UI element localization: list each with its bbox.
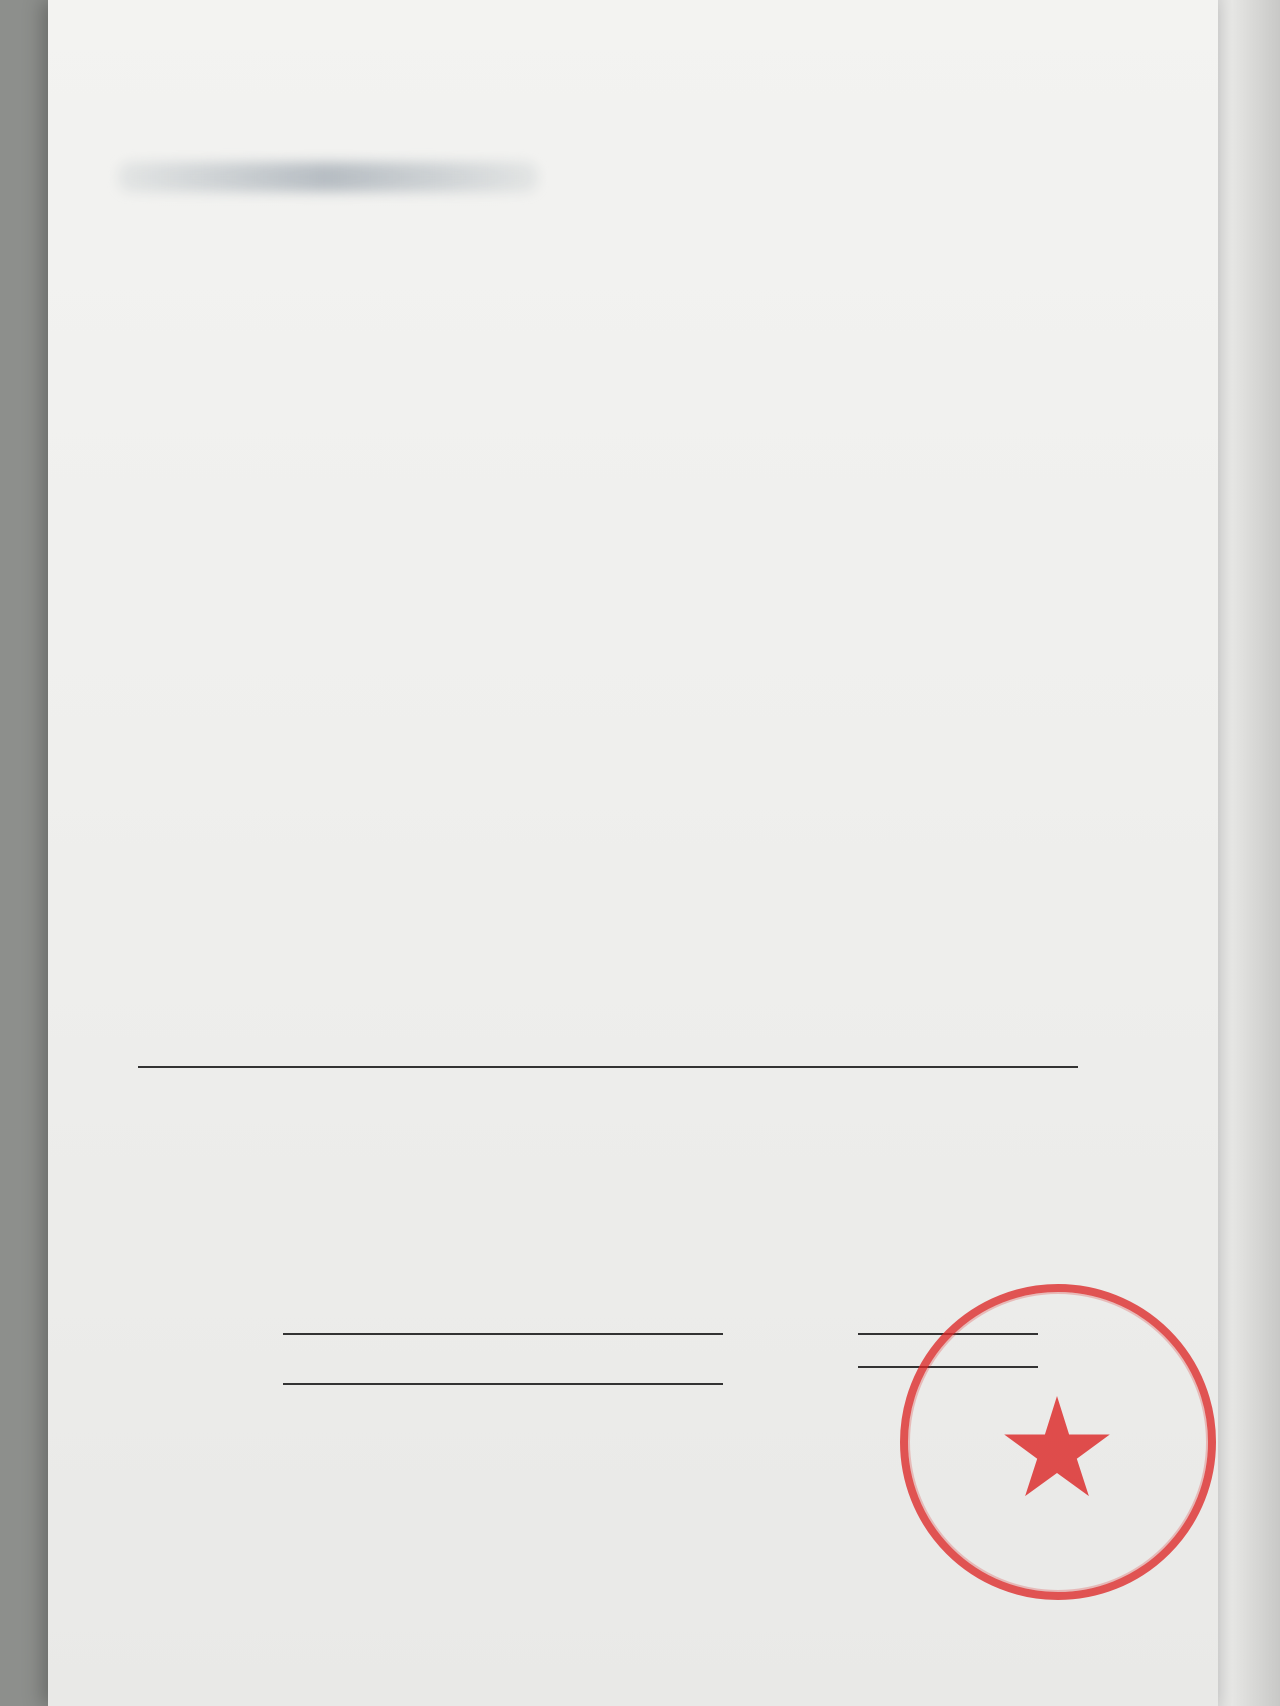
contact-underline <box>283 1383 723 1385</box>
address-underline <box>283 1333 723 1335</box>
official-seal <box>900 1284 1216 1600</box>
recipient-line <box>118 160 538 192</box>
fine-underline <box>138 1066 1078 1068</box>
seal-star-icon <box>1002 1396 1112 1506</box>
doc-number <box>608 178 617 204</box>
document-page <box>48 0 1218 1706</box>
redacted-region <box>118 162 538 192</box>
